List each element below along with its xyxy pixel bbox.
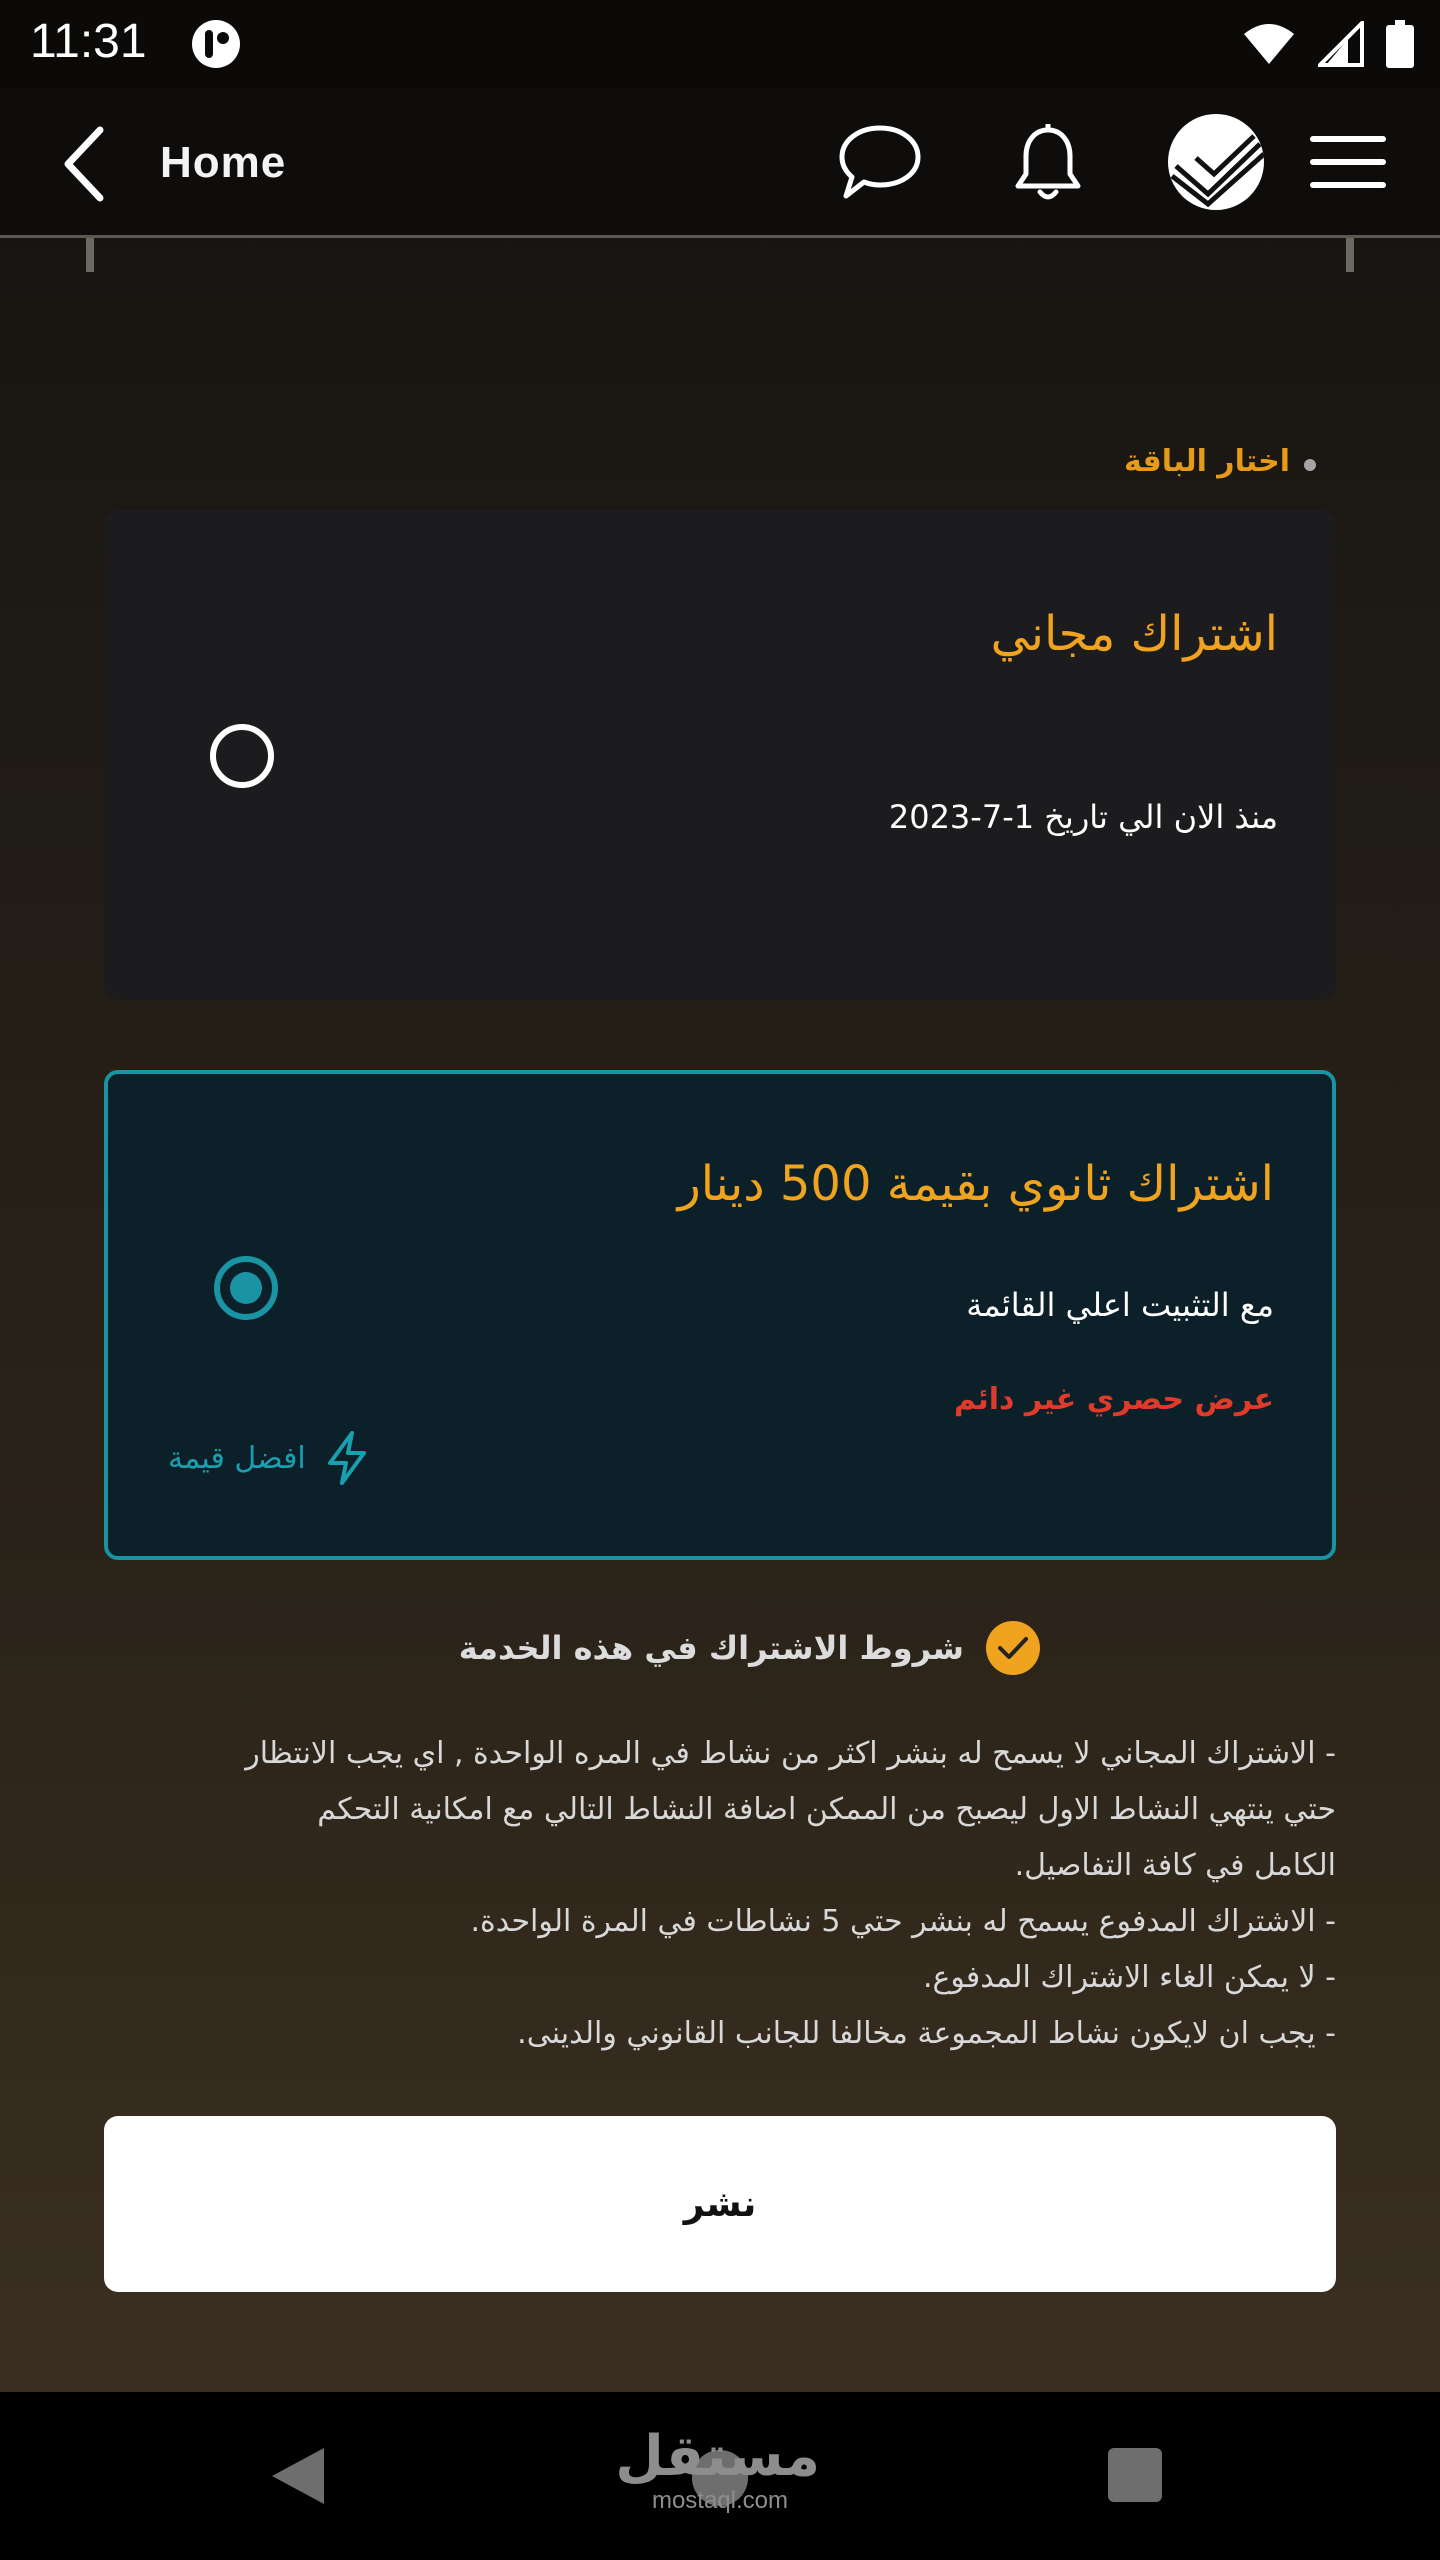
plan-card-paid[interactable] [104,1070,1336,1560]
status-icons [1242,18,1414,70]
plan-subtitle: مع التثبيت اعلي القائمة [966,1286,1274,1324]
divider-tick-right [1346,238,1354,272]
back-arrow-icon[interactable] [56,124,116,204]
terms-body [106,1726,1336,2062]
battery-icon [1386,20,1414,68]
best-value-badge [168,1428,370,1488]
terms-line: - يجب ان لايكون نشاط المجموعة مخالفا للجانب القانوني والدينى. [517,2016,1336,2051]
terms-line: حتي ينتهي النشاط الاول ليصبح من الممكن اضافة النشاط التالي مع امكانية التحكم [317,1792,1336,1827]
plan-card-free[interactable] [104,510,1336,1000]
signal-icon [1318,21,1364,67]
app-notification-icon [190,18,242,70]
terms-line: الكامل في كافة التفاصيل. [1014,1848,1336,1883]
terms-line: - الاشتراك المدفوع يسمح له بنشر حتي 5 نشاطات في المرة الواحدة. [470,1904,1336,1939]
terms-title: شروط الاشتراك في هذه الخدمة [458,1629,964,1667]
nav-back-icon[interactable] [268,2444,328,2508]
plan-radio-free[interactable] [210,724,274,788]
plan-offer-label: عرض حصري غير دائم [953,1382,1274,1417]
checkmark-circle-icon[interactable] [986,1621,1040,1675]
checkmark-icon [997,1635,1029,1661]
terms-line: - لا يمكن الغاء الاشتراك المدفوع. [923,1960,1336,1995]
plan-title: اشتراك مجاني [990,606,1278,662]
bell-icon[interactable] [1006,122,1090,206]
watermark-logo [615,2424,820,2514]
status-bar [0,0,1440,88]
nav-recents-icon[interactable] [1108,2448,1162,2502]
publish-button[interactable]: نشر [104,2116,1336,2292]
divider-tick-left [86,238,94,272]
page-title: Home [160,138,287,187]
plan-subtitle: منذ الان الي تاريخ 1-7-2023 [888,798,1278,836]
plan-title: اشتراك ثانوي بقيمة 500 دينار [677,1156,1274,1212]
chat-bubble-icon[interactable] [836,122,924,204]
watermark-latin: mostaql.com [651,2487,789,2514]
section-bullet [1304,459,1316,471]
avatar-logo-icon [1168,114,1264,210]
lightning-icon [324,1431,370,1485]
hamburger-menu-icon[interactable] [1310,134,1386,190]
terms-heading [459,1620,1040,1676]
watermark-arabic: مستقل [615,2424,820,2489]
best-value-label: افضل قيمة [168,1440,306,1476]
terms-line: - الاشتراك المجاني لا يسمح له بنشر اكثر من نشاط في المره الواحدة , اي يجب الانتظار [245,1736,1336,1771]
status-time: 11:31 [30,15,147,68]
wifi-icon [1242,22,1296,66]
avatar[interactable] [1168,114,1264,210]
plan-radio-paid[interactable] [214,1256,278,1320]
system-nav-bar [0,2392,1440,2560]
app-bar [0,88,1440,238]
section-label: اختار الباقة [1123,444,1290,479]
